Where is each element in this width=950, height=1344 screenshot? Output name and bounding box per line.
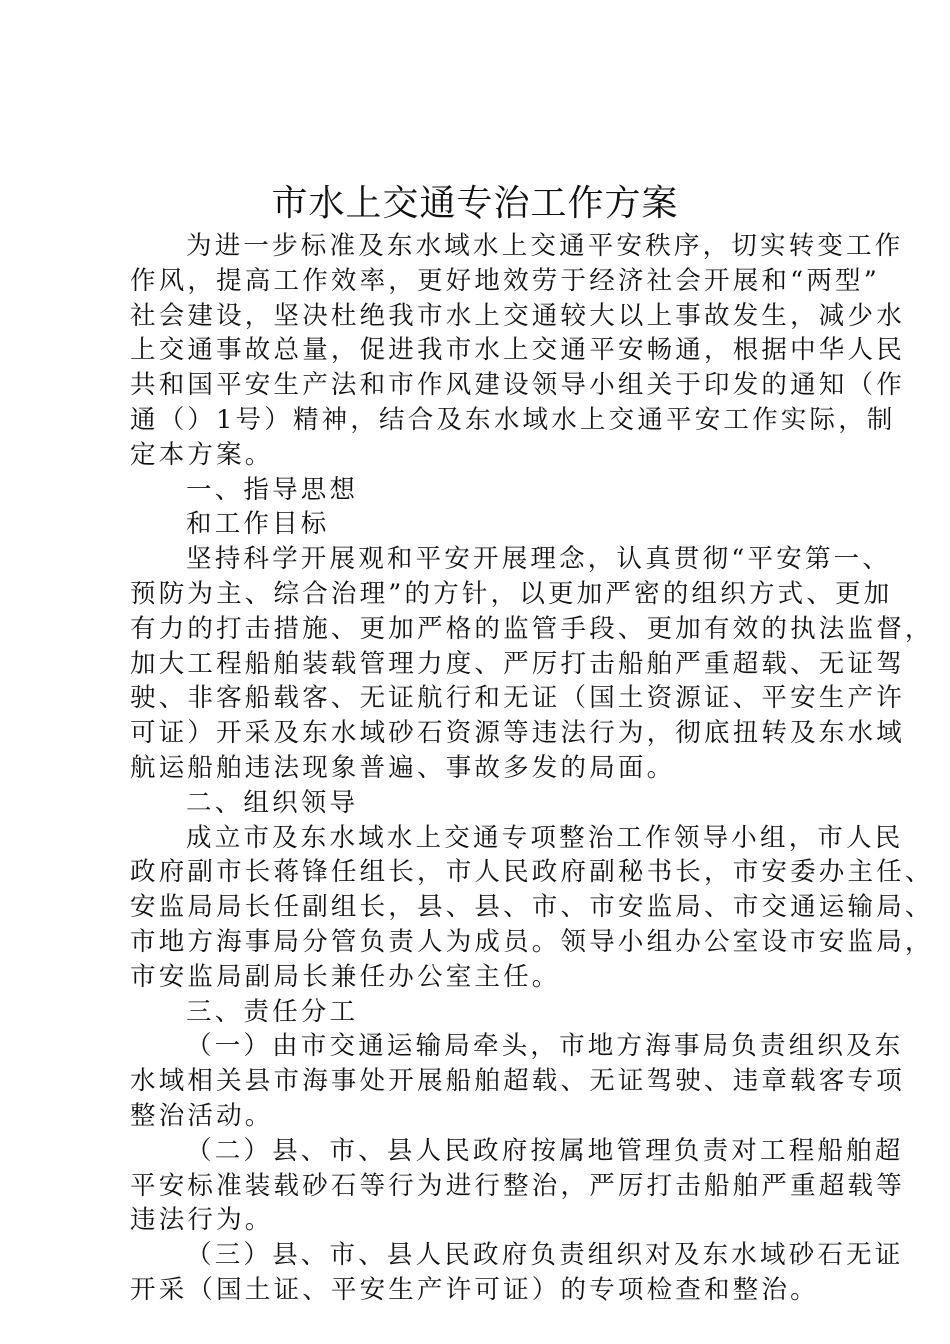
paragraph-line: 开采（国土证、平安生产许可证）的专项检查和整治。 [130, 1274, 819, 1305]
paragraph-line: 可证）开采及东水域砂石资源等违法行为，彻底扭转及东水域 [130, 718, 905, 749]
heading-line: 三、责任分工 [186, 996, 359, 1027]
paragraph-line: 整治活动。 [130, 1100, 274, 1131]
paragraph-line: 共和国平安生产法和市作风建设领导小组关于印发的通知（作 [130, 370, 905, 401]
section-heading [130, 473, 818, 543]
paragraph-line: 政府副市长蒋锋任组长，市人民政府副秘书长，市安委办主任、 [130, 857, 934, 888]
paragraph-line: 预防为主、综合治理”的方针，以更加严密的组织方式、更加 [130, 578, 893, 609]
paragraph-line: 安监局局长任副组长，县、县、市、市安监局、市交通运输局、 [130, 892, 934, 923]
paragraph-line: 有力的打击措施、更加严格的监管手段、更加有效的执法监督， [130, 613, 934, 644]
paragraph-line: 市地方海事局分管负责人为成员。领导小组办公室设市安监局， [130, 926, 934, 957]
paragraph-line: 作风，提高工作效率，更好地效劳于经济社会开展和“两型” [130, 265, 880, 296]
paragraph-line: 定本方案。 [130, 439, 274, 470]
document-body [130, 229, 934, 1308]
paragraph [130, 1238, 904, 1308]
section-heading [130, 786, 818, 821]
paragraph-line: 社会建设，坚决杜绝我市水上交通较大以上事故发生，减少水 [130, 300, 905, 331]
paragraph [130, 1029, 905, 1133]
paragraph-line: 坚持科学开展观和平安开展理念，认真贯彻“平安第一、 [186, 544, 892, 575]
paragraph-line: 上交通事故总量，促进我市水上交通平安畅通，根据中华人民 [130, 335, 905, 366]
heading-line: 一、指导思想 [186, 474, 359, 505]
paragraph [130, 229, 905, 473]
paragraph-line: 为进一步标准及东水域水上交通平安秩序，切实转变工作 [186, 231, 904, 261]
heading-line: 和工作目标 [186, 509, 330, 540]
section-heading [130, 995, 818, 1030]
paragraph-line: （二）县、市、县人民政府按属地管理负责对工程船舶超 [186, 1135, 904, 1166]
document-title: 市水上交通专治工作方案 [271, 183, 679, 224]
paragraph-line: 通（）1号）精神，结合及东水域水上交通平安工作实际，制 [130, 404, 896, 435]
paragraph-line: 成立市及东水域水上交通专项整治工作领导小组，市人民 [186, 822, 904, 853]
paragraph-line: 违法行为。 [130, 1205, 274, 1236]
paragraph-line: 航运船舶违法现象普遍、事故多发的局面。 [130, 752, 676, 783]
paragraph-line: 市安监局副局长兼任办公室主任。 [130, 961, 561, 992]
paragraph [130, 542, 934, 786]
paragraph-line: 驶、非客船载客、无证航行和无证（国土资源证、平安生产许 [130, 683, 905, 714]
paragraph-line: （三）县、市、县人民政府负责组织对及东水域砂石无证 [186, 1240, 904, 1271]
paragraph-line: （一）由市交通运输局牵头，市地方海事局负责组织及东 [186, 1031, 904, 1062]
paragraph-line: 水域相关县市海事处开展船舶超载、无证驾驶、违章载客专项 [130, 1066, 905, 1097]
paragraph-line: 加大工程船舶装载管理力度、严厉打击船舶严重超载、无证驾 [130, 648, 905, 679]
heading-line: 二、组织领导 [186, 787, 359, 818]
paragraph-line: 平安标准装载砂石等行为进行整治，严厉打击船舶严重超载等 [130, 1170, 905, 1201]
paragraph [130, 1134, 905, 1238]
paragraph [130, 821, 934, 995]
